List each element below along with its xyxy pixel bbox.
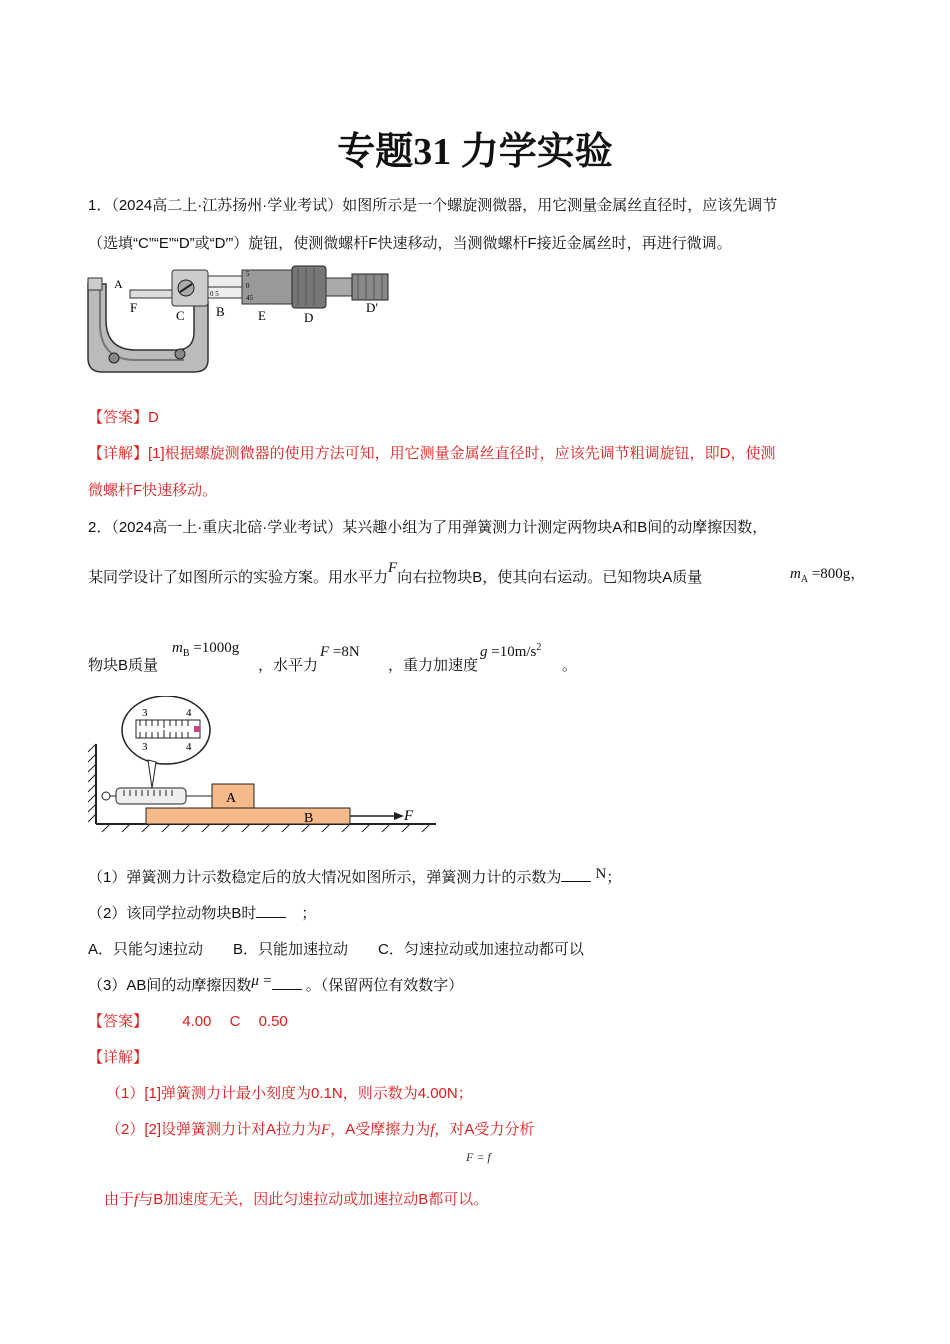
answer-2: C <box>229 1013 241 1030</box>
exponent: 2 <box>536 642 542 653</box>
text: 向右拉物块B，使其向右运动。已知物块A质量 <box>397 569 703 586</box>
q2-stem-line3: 物块B质量 <box>88 657 159 674</box>
label-D: D <box>304 310 314 325</box>
q1-detail-line1: 【详解】[1]根据螺旋测微器的使用方法可知，用它测量金属丝直径时，应该先调节粗调旋钮，即D，使测 <box>88 445 776 462</box>
label-D-prime: D′ <box>366 300 379 315</box>
text: （1）弹簧测力计示数稳定后的放大情况如图所示，弹簧测力计的示数为 <box>88 869 562 886</box>
sub-B: B <box>182 648 190 659</box>
q2-force-text: ，水平力 <box>258 657 319 674</box>
q2-detail-2 <box>106 1118 534 1139</box>
text: 。（保留两位有效数字） <box>305 977 464 994</box>
scale-5: 5 <box>246 270 250 278</box>
answer-blank-1[interactable] <box>561 867 591 882</box>
label-A: A <box>114 277 123 291</box>
page-title: 专题31 力学实验 <box>337 131 613 173</box>
force-expr <box>320 644 360 661</box>
scale-label-4-top: 4 <box>186 707 192 719</box>
knob-D-prime <box>352 274 388 300</box>
text: （3）AB间的动摩擦因数 <box>88 977 252 994</box>
math-m: m <box>790 566 801 582</box>
math-F: F <box>321 1122 331 1138</box>
q2-sub3 <box>88 974 463 995</box>
text: ，A受摩擦力为 <box>330 1121 431 1138</box>
q2-answer <box>88 1010 288 1031</box>
q2-stem-line1: 2．（2024高一上·重庆北碚·学业考试）某兴趣小组为了用弹簧测力计测定两物块A和B间的动摩擦因数， <box>88 519 768 536</box>
math-f: f <box>134 1192 139 1208</box>
label-F: F <box>130 300 138 315</box>
q2-detail-1: （1）[1]弹簧测力计最小刻度为0.1N，则示数为4.00N； <box>106 1085 473 1102</box>
spindle-F <box>130 290 172 298</box>
mass-B-expr <box>172 640 239 659</box>
q2-sub1 <box>88 866 621 887</box>
punct: ； <box>301 905 317 922</box>
text: 某同学设计了如图所示的实验方案。用水平力 <box>88 569 389 586</box>
text: ，对A受力分析 <box>434 1121 535 1138</box>
block-B <box>146 808 350 824</box>
screw-left <box>109 353 119 363</box>
answer-1: 4.00 <box>182 1013 212 1030</box>
scale-0-5: 0 5 <box>210 290 219 298</box>
label-B: B <box>216 304 225 319</box>
math-eq: = <box>263 973 272 989</box>
label-A: A <box>226 791 237 806</box>
text: （2）[2]设弹簧测力计对A拉力为 <box>106 1121 322 1138</box>
q2-detail-3 <box>104 1188 488 1209</box>
math-F: F <box>320 644 330 660</box>
mass-A-value: =800g <box>811 566 851 582</box>
text: 与B加速度无关，因此匀速拉动或加速拉动B都可以。 <box>138 1191 489 1208</box>
gravity-value: =10m/s <box>491 644 537 660</box>
sub-A: A <box>800 574 809 585</box>
spring-scale <box>116 788 186 804</box>
pointer-marker <box>194 726 200 732</box>
answer-3: 0.50 <box>258 1013 288 1030</box>
math-m: m <box>172 640 183 656</box>
q2-options: A．只能匀速拉动 B．只能加速拉动 C．匀速拉动或加速拉动都可以 <box>88 941 584 958</box>
scale-label-4-bottom: 4 <box>186 741 192 753</box>
answer-label: 【答案】 <box>88 1013 149 1030</box>
q1-answer: 【答案】D <box>88 409 159 426</box>
scale-label-3-bottom: 3 <box>142 741 148 753</box>
answer-blank-2[interactable] <box>256 903 286 918</box>
math-F: F <box>388 560 398 576</box>
mass-B-value: =1000g <box>193 640 240 656</box>
hook-ring <box>102 792 110 800</box>
math-f: f <box>430 1122 435 1138</box>
q2-stem-line2 <box>88 560 703 587</box>
spring-scale-figure <box>86 696 438 836</box>
scale-0: 0 <box>246 282 250 290</box>
label-E: E <box>258 308 266 323</box>
punct: ； <box>606 869 622 886</box>
math-mu: μ <box>251 973 259 989</box>
scale-45: 45 <box>246 294 253 302</box>
q2-sub2 <box>88 902 316 923</box>
label-F: F <box>404 808 414 824</box>
q2-detail-label: 【详解】 <box>88 1049 149 1066</box>
mass-A-expr <box>790 562 865 585</box>
gravity-expr <box>480 642 541 661</box>
unit-N: N <box>595 866 607 882</box>
knob-D <box>292 266 326 308</box>
q1-detail-line2: 微螺杆F快速移动。 <box>88 482 218 499</box>
scale-label-3-top: 3 <box>142 707 148 719</box>
math-g: g <box>480 644 488 660</box>
q2-gravity-text: ，重力加速度 <box>388 657 479 674</box>
label-C: C <box>176 308 185 323</box>
q1-stem-line1: 1．（2024高二上·江苏扬州·学业考试）如图所示是一个螺旋测微器，用它测量金属丝直径时，应该先调节 <box>88 197 778 214</box>
text: 由于 <box>104 1191 135 1208</box>
answer-blank-3[interactable] <box>272 975 302 990</box>
micrometer-figure <box>84 262 404 377</box>
screw-right <box>175 349 185 359</box>
text: （2）该同学拉动物块B时 <box>88 905 257 922</box>
force-value: =8N <box>332 644 360 660</box>
punct: ， <box>850 566 866 582</box>
label-B: B <box>304 811 314 826</box>
equation: F = f <box>466 1150 491 1164</box>
q1-stem-line2: （选填“C”“E”“D”或“D′”）旋钮，使测微螺杆F快速移动，当测微螺杆F接近金属丝时，再进行微调。 <box>88 235 732 252</box>
q2-line3-end: 。 <box>562 657 578 674</box>
